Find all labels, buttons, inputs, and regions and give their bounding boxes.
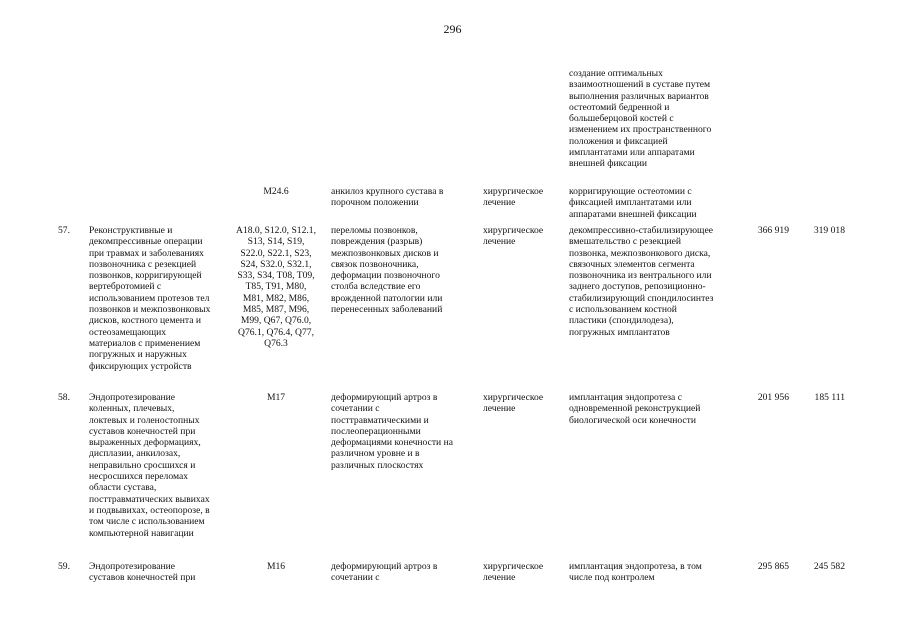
diagnosis-cell-continuation: анкилоз крупного сустава в порочном положении (331, 186, 444, 209)
page-number: 296 (443, 22, 462, 36)
price-1-57: 366 919 (757, 225, 789, 236)
price-1-58: 201 956 (757, 392, 789, 403)
row-number-57: 57. (58, 225, 70, 236)
treatment-type-58: хирургическое лечение (483, 392, 544, 415)
intervention-name-58: Эндопротезирование коленных, плечевых, локтевых и голеностопных суставов конечностей при выраженных деформациях, дисплазии, анкилозах, неправильно сросшихся и несросшихся переломах области сустава, посттравматических вывихах и подвывихах, остеопорозе, в том числе с использованием компьютерной навигации (89, 392, 210, 539)
row-number-58: 58. (58, 392, 70, 403)
treatment-type-59: хирургическое лечение (483, 561, 544, 584)
row-number-59: 59. (58, 561, 70, 572)
diagnosis-codes-58: M17 (266, 392, 286, 403)
treatment-type-57: хирургическое лечение (483, 225, 544, 248)
intervention-name-59: Эндопротезирование суставов конечностей при (89, 561, 196, 584)
treatment-method-58: имплантация эндопротеза с одновременной реконструкцией биологической оси конечности (569, 392, 701, 426)
diagnosis-57: переломы позвонков, повреждения (разрыв) межпозвонковых дисков и связок позвоночника, деформации позвоночного столба вследствие его врожденной патологии или перенесенных заболеваний (331, 225, 443, 316)
price-2-58: 185 111 (814, 392, 845, 403)
diagnosis-codes-59: M16 (266, 561, 286, 572)
diagnosis-59: деформирующий артроз в сочетании с (331, 561, 438, 584)
diagnosis-58: деформирующий артроз в сочетании с посттравматическими и послеоперационными деформациями конечности на различном уровне и в различных плоскостях (331, 392, 453, 471)
price-1-59: 295 865 (757, 561, 789, 572)
treatment-method-59: имплантация эндопротеза, в том числе под контролем (569, 561, 702, 584)
method-cell-continuation: корригирующие остеотомии с фиксацией имплантатами или аппаратами внешней фиксации (569, 186, 697, 220)
treatment-method-57: декомпрессивно-стабилизирующее вмешательство с резекцией позвонка, межпозвонкового диска, связочных элементов сегмента позвоночника из вентрального или заднего доступов, репозиционно- стабилизирующий спондилосинтез с использованием костной пластики (спондилодеза), погружных имплантатов (569, 225, 714, 338)
price-2-59: 245 582 (813, 561, 845, 572)
diagnosis-codes-57: A18.0, S12.0, S12.1, S13, S14, S19, S22.0, S22.1, S23, S24, S32.0, S32.1, S33, S34, T08, T09, T85, T91, M80, M81, M82, M86, M85, M87, M96, M99, Q67, Q76.0, Q76.1, Q76.4, Q77, Q76.3 (236, 225, 316, 349)
code-cell-continuation: M24.6 (263, 186, 289, 197)
intervention-name-57: Реконструктивные и декомпрессивные операции при травмах и заболеваниях позвоночника с резекцией позвонков, корригирующей вертебротомией с использованием протезов тел позвонков и межпозвонковых дисков, костного цемента и остеозамещающих материалов с применением погружных и наружных фиксирующих устройств (89, 225, 211, 372)
method-continuation-top: создание оптимальных взаимоотношений в суставе путем выполнения различных вариантов остеотомий бедренной и большеберцовой костей с изменением их пространственного положения и фиксацией имплантатами или аппаратами внешней фиксации (569, 68, 712, 170)
treatment-type-cell-continuation: хирургическое лечение (483, 186, 544, 209)
price-2-57: 319 018 (813, 225, 845, 236)
